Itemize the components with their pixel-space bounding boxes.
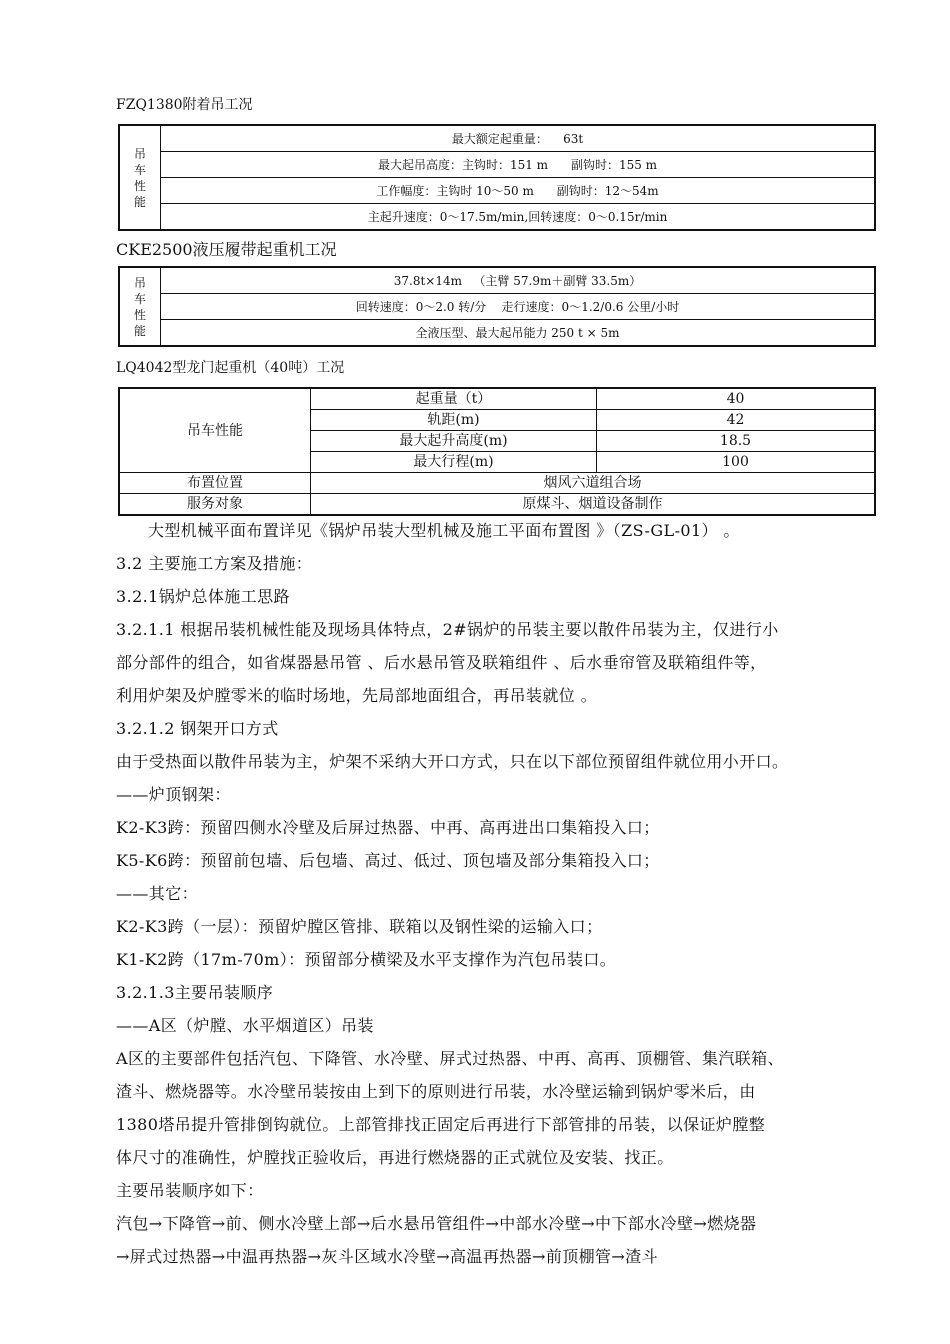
table3-group-label: 吊车性能	[119, 388, 311, 473]
table3-layout-value: 烟风六道组合场	[311, 473, 876, 494]
body-paragraph: 3.2.1.1 根据吊装机械性能及现场具体特点，2#锅炉的吊装主要以散件吊装为主，仅进行小	[116, 620, 779, 639]
table2-caption: CKE2500液压履带起重机工况	[116, 240, 337, 259]
body-paragraph: 利用炉架及炉膛零米的临时场地，先局部地面组合，再吊装就位 。	[116, 686, 598, 705]
table3-service-value: 原煤斗、烟道设备制作	[311, 494, 876, 516]
side-char: 性	[133, 307, 146, 322]
table3-param: 起重量（t）	[311, 388, 597, 410]
side-char: 车	[133, 162, 146, 177]
table3-value: 18.5	[597, 431, 876, 452]
list-heading: ——其它：	[116, 884, 199, 903]
body-paragraph: 1380塔吊提升管排倒钩就位。上部管排找正固定后再进行下部管排的吊装，以保证炉膛整	[116, 1115, 766, 1134]
side-char: 吊	[133, 146, 146, 161]
table1-side-label	[119, 125, 161, 230]
table2-row: 全液压型、最大起吊能力 250 t × 5m	[161, 320, 876, 347]
section-heading: 3.2.1.2 钢架开口方式	[116, 719, 279, 738]
table3-value: 42	[597, 410, 876, 431]
section-heading: 3.2.1锅炉总体施工思路	[116, 587, 290, 606]
table3-param: 最大行程(m)	[311, 452, 597, 473]
crane-spec-table-cke2500	[118, 266, 876, 347]
list-item: K5-K6跨：预留前包墙、后包墙、高过、低过、顶包墙及部分集箱投入口；	[116, 851, 660, 870]
sequence-line: →屏式过热器→中温再热器→灰斗区域水冷壁→高温再热器→前顶棚管→渣斗	[116, 1247, 659, 1266]
body-paragraph: 渣斗、燃烧器等。水冷壁吊装按由上到下的原则进行吊装，水冷壁运输到锅炉零米后，由	[116, 1082, 756, 1101]
table3-param: 最大起升高度(m)	[311, 431, 597, 452]
table2-row: 回转速度：0～2.0 转/分 走行速度：0～1.2/0.6 公里/小时	[161, 294, 876, 320]
list-item: K2-K3跨（一层）：预留炉膛区管排、联箱以及钢性梁的运输入口；	[116, 917, 603, 936]
body-paragraph: 主要吊装顺序如下：	[116, 1181, 264, 1200]
body-paragraph: 大型机械平面布置详见《锅炉吊装大型机械及施工平面布置图 》（ZS-GL-01） 。	[148, 521, 740, 540]
body-paragraph: 由于受热面以散件吊装为主，炉架不采纳大开口方式，只在以下部位预留组件就位用小开口。	[116, 752, 789, 771]
body-paragraph: 部分部件的组合，如省煤器悬吊管 、后水悬吊管及联箱组件 、后水垂帘管及联箱组件等，	[116, 653, 767, 672]
list-heading: ——炉顶钢架：	[116, 785, 231, 804]
table3-caption: LQ4042型龙门起重机（40吨）工况	[116, 360, 345, 376]
side-char: 性	[133, 178, 146, 193]
body-paragraph: A区的主要部件包括汽包、下降管、水冷壁、屏式过热器、中再、高再、顶棚管、集汽联箱、	[116, 1049, 784, 1068]
table3-param: 轨距(m)	[311, 410, 597, 431]
table2-side-label	[119, 267, 161, 346]
table1-row: 工作幅度：主钩时 10～50 m 副钩时：12～54m	[161, 178, 876, 204]
crane-spec-table-lq4042	[118, 387, 876, 516]
crane-spec-table-fzq1380	[118, 124, 876, 231]
table1-row: 最大起吊高度：主钩时：151 m 副钩时：155 m	[161, 152, 876, 178]
sequence-line: 汽包→下降管→前、侧水冷壁上部→后水悬吊管组件→中部水冷壁→中下部水冷壁→燃烧器	[116, 1214, 757, 1233]
table2-row: 37.8t×14m （主臂 57.9m＋副臂 33.5m）	[161, 267, 876, 294]
table3-service-label: 服务对象	[119, 494, 311, 516]
table3-value: 40	[597, 388, 876, 410]
table3-layout-label: 布置位置	[119, 473, 311, 494]
section-heading: 3.2 主要施工方案及措施：	[116, 554, 313, 573]
body-paragraph: 体尺寸的准确性，炉膛找正验收后，再进行燃烧器的正式就位及安装、找正。	[116, 1148, 674, 1167]
side-char: 能	[133, 194, 146, 209]
table1-row: 主起升速度：0～17.5m/min,回转速度：0～0.15r/min	[161, 204, 876, 231]
list-heading: ——A区（炉膛、水平烟道区）吊装	[116, 1016, 374, 1035]
table1-row: 最大额定起重量： 63t	[161, 125, 876, 152]
table1-caption: FZQ1380附着吊工况	[116, 97, 253, 113]
side-char: 能	[133, 323, 146, 338]
list-item: K2-K3跨：预留四侧水冷壁及后屏过热器、中再、高再进出口集箱投入口；	[116, 818, 660, 837]
list-item: K1-K2跨（17m-70m）：预留部分横梁及水平支撑作为汽包吊装口。	[116, 950, 617, 969]
table3-value: 100	[597, 452, 876, 473]
side-char: 车	[133, 291, 146, 306]
section-heading: 3.2.1.3主要吊装顺序	[116, 983, 274, 1002]
side-char: 吊	[133, 275, 146, 290]
